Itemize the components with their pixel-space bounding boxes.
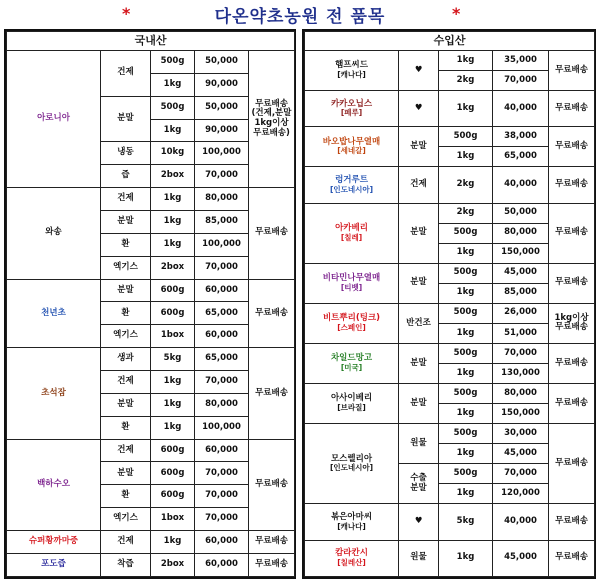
shipping-info: 무료배송: [249, 439, 295, 530]
page-title: 다온약초농원 전 품목: [214, 7, 386, 27]
product-name: [305, 540, 399, 576]
shipping-info: 무료배송: [549, 203, 595, 263]
shipping-info: 무료배송: [249, 188, 295, 279]
table-row: [305, 167, 595, 203]
product-price: 40,000: [493, 167, 549, 203]
product-price: 150,000: [493, 243, 549, 263]
product-price: 45,000: [493, 263, 549, 283]
product-name: [305, 203, 399, 263]
product-weight: 1kg: [439, 540, 493, 576]
product-form: 즙: [101, 165, 151, 188]
product-weight: 2kg: [439, 203, 493, 223]
product-weight: 1kg: [439, 91, 493, 127]
product-price: 51,000: [493, 323, 549, 343]
heart-icon: ♥: [399, 91, 439, 127]
product-weight: 2box: [151, 165, 195, 188]
product-weight: 1kg: [151, 393, 195, 416]
product-weight: 5kg: [151, 348, 195, 371]
table-row: [7, 531, 295, 554]
product-form: 분말: [399, 384, 439, 424]
product-form: 수출 분말: [399, 464, 439, 504]
product-form: 착즙: [101, 553, 151, 576]
product-weight: 500g: [151, 51, 195, 74]
product-form: 원물: [399, 424, 439, 464]
product-name-text: 햄프씨드: [335, 60, 368, 71]
product-price: 60,000: [195, 325, 249, 348]
product-name-text: 카카오닙스: [330, 98, 373, 109]
product-name-text: 볶은아마씨: [330, 511, 373, 522]
product-price: 100,000: [195, 233, 249, 256]
product-form: 반건조: [399, 303, 439, 343]
star-right-icon: *: [452, 4, 461, 23]
table-row: [305, 424, 595, 444]
product-name: [305, 343, 399, 383]
imported-panel: [302, 29, 596, 579]
product-name: [305, 167, 399, 203]
shipping-info: 무료배송: [549, 91, 595, 127]
product-origin: [칠레산]: [337, 557, 366, 567]
product-name-text: 차일드망고: [330, 353, 373, 364]
product-origin: [브라질]: [337, 403, 366, 413]
product-weight: 2kg: [439, 71, 493, 91]
product-price: 100,000: [195, 142, 249, 165]
product-form: 냉동: [101, 142, 151, 165]
table-row: [7, 553, 295, 576]
product-name: [305, 303, 399, 343]
product-weight: 1box: [151, 508, 195, 531]
product-origin: [페루]: [340, 108, 363, 118]
product-name: [305, 263, 399, 303]
product-weight: 500g: [151, 96, 195, 119]
table-row: [305, 384, 595, 404]
product-name-text: 바오밥나무열매: [322, 136, 381, 147]
imported-table: [304, 31, 595, 577]
product-form: 건제: [101, 371, 151, 394]
product-form: 엑기스: [101, 256, 151, 279]
product-price: 70,000: [195, 256, 249, 279]
product-name: 슈퍼황까마중: [7, 531, 101, 554]
product-price: 65,000: [195, 302, 249, 325]
table-row: [305, 303, 595, 323]
product-price: 65,000: [195, 348, 249, 371]
shipping-info: 무료배송: [549, 504, 595, 540]
product-form: 환: [101, 416, 151, 439]
product-name-text: 렁거루트: [335, 174, 368, 185]
product-price: 30,000: [493, 424, 549, 444]
product-form: 건제: [101, 188, 151, 211]
product-name: [305, 91, 399, 127]
product-weight: 500g: [439, 303, 493, 323]
title-bar: [0, 0, 600, 26]
table-row: [305, 127, 595, 147]
shipping-info: 무료배송: [249, 348, 295, 439]
product-weight: 1kg: [151, 416, 195, 439]
table-row: [305, 203, 595, 223]
product-price: 40,000: [493, 91, 549, 127]
product-weight: 500g: [439, 263, 493, 283]
product-form: 분말: [101, 96, 151, 142]
product-price: 70,000: [493, 343, 549, 363]
product-price: 70,000: [493, 464, 549, 484]
product-price: 150,000: [493, 404, 549, 424]
product-name-text: 모스렐리아: [330, 453, 373, 464]
product-weight: 2kg: [439, 167, 493, 203]
product-origin: [캐나다]: [337, 521, 366, 531]
shipping-info: 무료배송: [549, 263, 595, 303]
shipping-info: 1kg이상 무료배송: [549, 303, 595, 343]
product-price: 80,000: [195, 188, 249, 211]
product-origin: [티벳]: [340, 282, 363, 292]
product-weight: 1kg: [151, 188, 195, 211]
table-row: [7, 439, 295, 462]
product-price: 70,000: [195, 485, 249, 508]
product-weight: 1kg: [439, 444, 493, 464]
product-price: 130,000: [493, 364, 549, 384]
product-weight: 500g: [439, 464, 493, 484]
product-form: 환: [101, 233, 151, 256]
product-form: 분말: [399, 203, 439, 263]
product-form: 분말: [399, 127, 439, 167]
product-price: 60,000: [195, 279, 249, 302]
product-weight: 2box: [151, 553, 195, 576]
product-form: 분말: [399, 343, 439, 383]
product-name: 와송: [7, 188, 101, 279]
table-row: [305, 263, 595, 283]
table-row: [7, 279, 295, 302]
product-origin: [칠레]: [340, 232, 363, 242]
product-form: 엑기스: [101, 325, 151, 348]
product-price: 45,000: [493, 444, 549, 464]
product-weight: 2box: [151, 256, 195, 279]
star-left-icon: *: [122, 4, 131, 23]
shipping-info: 무료배송: [549, 384, 595, 424]
product-price: 70,000: [493, 71, 549, 91]
product-price: 40,000: [493, 504, 549, 540]
product-name-text: 비트뿌리(팅크): [322, 313, 381, 324]
product-name: [305, 504, 399, 540]
product-origin: [캐나다]: [337, 70, 366, 80]
product-weight: 500g: [439, 223, 493, 243]
product-weight: 1box: [151, 325, 195, 348]
product-name-text: 캄라칸시: [335, 548, 368, 559]
product-form: 분말: [101, 279, 151, 302]
shipping-info: 무료배송: [549, 127, 595, 167]
product-price: 60,000: [195, 531, 249, 554]
shipping-info: 무료배송: [549, 51, 595, 91]
product-weight: 1kg: [439, 147, 493, 167]
table-row: [305, 343, 595, 363]
product-weight: 500g: [439, 384, 493, 404]
product-price: 50,000: [493, 203, 549, 223]
product-price: 70,000: [195, 462, 249, 485]
table-row: [305, 91, 595, 127]
product-name: 천년초: [7, 279, 101, 348]
product-price: 60,000: [195, 553, 249, 576]
product-form: 원물: [399, 540, 439, 576]
product-form: 분말: [101, 393, 151, 416]
product-price: 80,000: [493, 384, 549, 404]
product-form: 건제: [101, 51, 151, 97]
product-weight: 1kg: [439, 51, 493, 71]
product-price: 26,000: [493, 303, 549, 323]
product-price: 80,000: [195, 393, 249, 416]
product-price: 90,000: [195, 119, 249, 142]
product-name: 아로니아: [7, 51, 101, 188]
product-form: 건제: [101, 439, 151, 462]
product-weight: 600g: [151, 485, 195, 508]
product-price: 38,000: [493, 127, 549, 147]
shipping-info: 무료배송: [549, 343, 595, 383]
product-price: 90,000: [195, 73, 249, 96]
shipping-info: 무료배송: [249, 531, 295, 554]
shipping-info: 무료배송: [249, 553, 295, 576]
product-weight: 1kg: [151, 73, 195, 96]
product-price: 35,000: [493, 51, 549, 71]
table-row: [7, 188, 295, 211]
product-origin: [세네갈]: [337, 146, 366, 156]
product-price: 70,000: [195, 508, 249, 531]
product-price: 45,000: [493, 540, 549, 576]
product-weight: 5kg: [439, 504, 493, 540]
domestic-header: 국내산: [7, 32, 295, 51]
product-weight: 600g: [151, 439, 195, 462]
table-row: [7, 51, 295, 74]
product-price: 70,000: [195, 371, 249, 394]
product-weight: 600g: [151, 279, 195, 302]
product-form: 환: [101, 485, 151, 508]
product-form: 건제: [399, 167, 439, 203]
product-weight: 1kg: [151, 211, 195, 234]
product-weight: 1kg: [439, 283, 493, 303]
product-form: 분말: [399, 263, 439, 303]
product-weight: 1kg: [151, 531, 195, 554]
shipping-info: 무료배송: [249, 279, 295, 348]
product-price: 85,000: [493, 283, 549, 303]
table-row: [305, 504, 595, 540]
product-name: [305, 127, 399, 167]
table-row: [305, 540, 595, 576]
heart-icon: ♥: [399, 51, 439, 91]
product-weight: 500g: [439, 424, 493, 444]
product-price: 100,000: [195, 416, 249, 439]
product-price: 80,000: [493, 223, 549, 243]
product-name: [305, 51, 399, 91]
product-origin: [인도네시아]: [329, 463, 374, 473]
product-price: 85,000: [195, 211, 249, 234]
shipping-info: 무료배송: [549, 540, 595, 576]
table-row: [305, 51, 595, 71]
product-weight: 1kg: [151, 371, 195, 394]
product-name: 포도즙: [7, 553, 101, 576]
product-price: 60,000: [195, 439, 249, 462]
product-weight: 1kg: [439, 404, 493, 424]
product-price: 65,000: [493, 147, 549, 167]
domestic-panel: [4, 29, 296, 579]
product-weight: 600g: [151, 302, 195, 325]
product-form: 분말: [101, 462, 151, 485]
product-weight: 1kg: [151, 119, 195, 142]
product-name-text: 아사이베리: [330, 393, 373, 404]
product-price: 70,000: [195, 165, 249, 188]
product-weight: 1kg: [439, 323, 493, 343]
product-price: 120,000: [493, 484, 549, 504]
product-weight: 1kg: [439, 364, 493, 384]
product-weight: 600g: [151, 462, 195, 485]
product-form: 건제: [101, 531, 151, 554]
product-name-text: 비타민나무열매: [322, 273, 381, 284]
heart-icon: ♥: [399, 504, 439, 540]
product-name: 초석잠: [7, 348, 101, 439]
product-name: 백하수오: [7, 439, 101, 530]
product-origin: [미국]: [340, 363, 363, 373]
product-weight: 10kg: [151, 142, 195, 165]
imported-header: 수입산: [305, 32, 595, 51]
product-weight: 1kg: [439, 243, 493, 263]
product-form: 환: [101, 302, 151, 325]
product-price: 50,000: [195, 96, 249, 119]
product-form: 생과: [101, 348, 151, 371]
product-weight: 500g: [439, 343, 493, 363]
product-weight: 1kg: [439, 484, 493, 504]
shipping-info: 무료배송: [549, 424, 595, 504]
product-form: 분말: [101, 211, 151, 234]
product-origin: [인도네시아]: [329, 184, 374, 194]
product-origin: [스페인]: [337, 322, 366, 332]
product-weight: 500g: [439, 127, 493, 147]
product-name: [305, 384, 399, 424]
shipping-info: 무료배송: [549, 167, 595, 203]
product-price: 50,000: [195, 51, 249, 74]
product-name-text: 아카베리: [335, 222, 368, 233]
shipping-info: 무료배송 (건제,분말 1kg이상 무료배송): [249, 51, 295, 188]
product-form: 엑기스: [101, 508, 151, 531]
product-weight: 1kg: [151, 233, 195, 256]
table-row: [7, 348, 295, 371]
domestic-table: [6, 31, 295, 577]
product-name: [305, 424, 399, 504]
